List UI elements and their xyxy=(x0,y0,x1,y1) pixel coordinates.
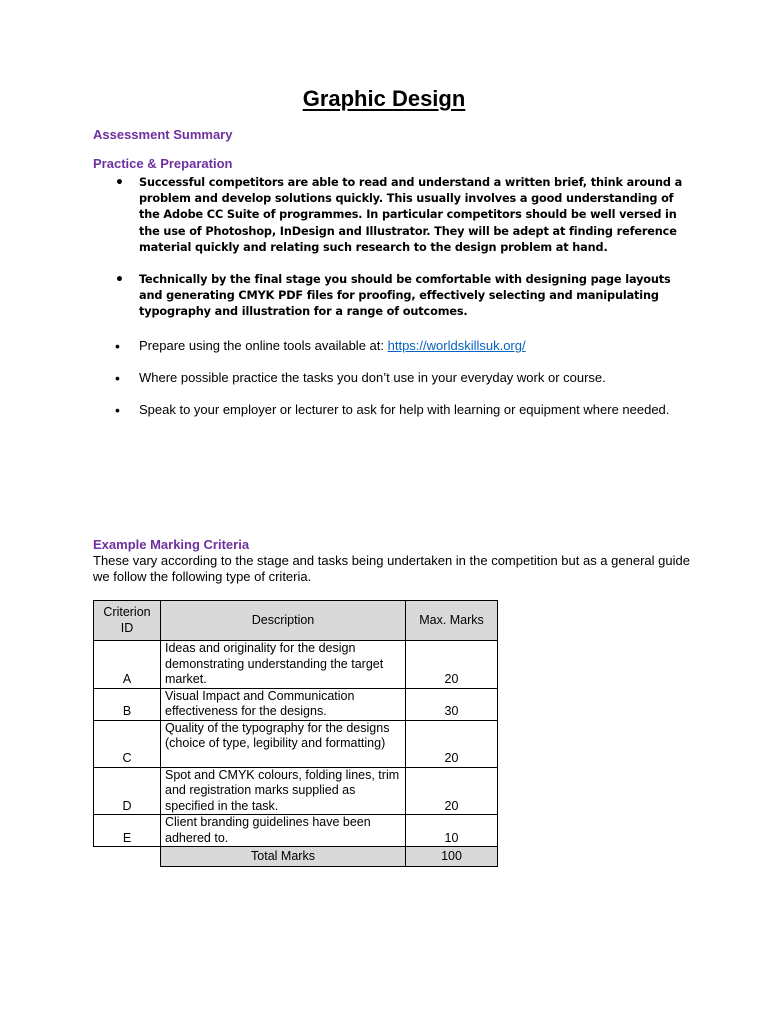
bullet-text: Where possible practice the tasks you don’t use in your everyday work or course. xyxy=(139,369,606,385)
bullet-text: Speak to your employer or lecturer to ask for help with learning or equipment where needed. xyxy=(139,401,670,417)
table-row xyxy=(94,720,498,767)
empty-cell xyxy=(94,847,161,867)
max-marks-cell: 20 xyxy=(406,641,498,689)
table-header-row xyxy=(94,601,498,641)
practice-list xyxy=(93,175,683,418)
description-cell: Client branding guidelines have been adhered to. xyxy=(161,815,406,847)
criterion-id-cell: A xyxy=(94,641,161,689)
practice-heading: Practice & Preparation xyxy=(93,156,233,171)
list-item xyxy=(93,402,683,418)
total-row xyxy=(94,847,498,867)
description-cell: Spot and CMYK colours, folding lines, trim and registration marks supplied as specified in the task. xyxy=(161,767,406,815)
max-marks-cell: 20 xyxy=(406,767,498,815)
max-marks-cell: 20 xyxy=(406,720,498,767)
total-value-cell: 100 xyxy=(406,847,498,867)
criterion-id-cell: B xyxy=(94,688,161,720)
bullet-text: Prepare using the online tools available at: xyxy=(139,337,388,353)
description-cell: Ideas and originality for the design demonstrating understanding the target market. xyxy=(161,641,406,689)
max-marks-cell: 30 xyxy=(406,688,498,720)
table-row xyxy=(94,815,498,847)
list-item xyxy=(93,272,683,321)
table-row xyxy=(94,767,498,815)
header-criterion-id: Criterion ID xyxy=(94,601,161,641)
table-row xyxy=(94,688,498,720)
bullet-text: Technically by the final stage you should be comfortable with designing page layouts and generating CMYK PDF files for proofing, effectively selecting and manipulating typography and illustration for a range of outcomes. xyxy=(139,273,671,319)
list-item xyxy=(93,370,683,386)
header-description: Description xyxy=(161,601,406,641)
page-title: Graphic Design xyxy=(302,86,466,111)
list-item xyxy=(93,338,683,354)
list-item xyxy=(93,175,683,256)
description-cell: Quality of the typography for the designs (choice of type, legibility and formatting) xyxy=(161,720,406,767)
criterion-id-cell: D xyxy=(94,767,161,815)
worldskills-link[interactable]: https://worldskillsuk.org/ xyxy=(387,337,526,353)
marking-criteria-heading: Example Marking Criteria xyxy=(93,537,250,552)
max-marks-cell: 10 xyxy=(406,815,498,847)
criterion-id-cell: E xyxy=(94,815,161,847)
criterion-id-cell: C xyxy=(94,720,161,767)
total-label-cell: Total Marks xyxy=(161,847,406,867)
assessment-summary-heading: Assessment Summary xyxy=(93,127,233,142)
header-max-marks: Max. Marks xyxy=(406,601,498,641)
bullet-text: Successful competitors are able to read and understand a written brief, think around a problem and develop solutions quickly. This usually involves a good understanding of the Adobe CC Suite of programmes. In particular competitors should be well versed in the use of Photoshop, InDesign and Illustrator. They will be adept at finding reference material quickly and relating such research to the design problem at hand. xyxy=(139,176,683,254)
description-cell: Visual Impact and Communication effectiveness for the designs. xyxy=(161,688,406,720)
table-row xyxy=(94,641,498,689)
criteria-table xyxy=(93,600,498,867)
marking-intro-text: These vary according to the stage and tasks being undertaken in the competition but as a general guide we follow the following type of criteria. xyxy=(93,553,690,584)
